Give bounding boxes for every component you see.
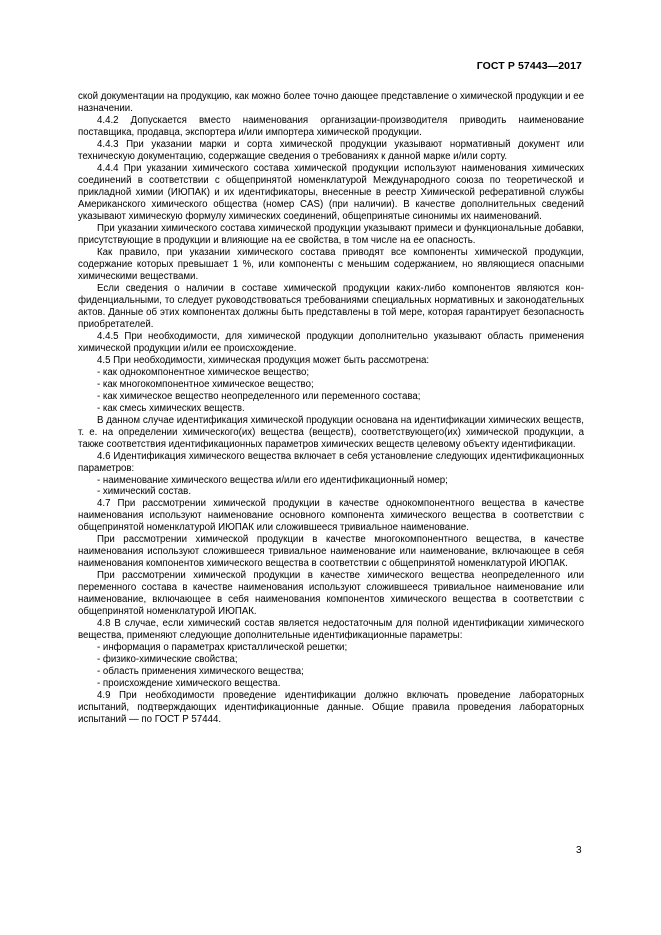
paragraph-components: Как правило, при указании химического состава приводят все компоненты химической продукции, содержание которых превышает 1 %, или компоненты с меньшим содержанием, но являющиеся опасными химическими веществами.: [78, 246, 584, 282]
paragraph-4-4-5: 4.4.5 При необходимости, для химической продукции дополнительно указывают область применения химической продукции и/или ее происхождение.: [78, 330, 584, 354]
paragraph-4-5: 4.5 При необходимости, химическая продукция может быть рассмотрена:: [97, 354, 430, 366]
paragraph-confidential: Если сведения о наличии в составе химической продукции каких-либо компонентов являются конфиденциальными, то следует руководствоваться требованиями специальных нормативных и законодательных актов. Данные об этих компонентах должны быть представлены в той мере, которая гарантирует безопасность приобретателей.: [78, 282, 584, 330]
list-item: - область применения химического вещества;: [97, 666, 304, 678]
paragraph-4-7: 4.7 При рассмотрении химической продукции в качестве однокомпонентного вещества в качестве наименования используют наименование основного компонента химического вещества в соответствии с общепринятой номенклатурой ИЮПАК или сложившееся тривиальное наименование.: [78, 498, 584, 534]
paragraph-identification-basis: В данном случае идентификация химической продукции основана на идентификации химических веществ, т. е. на определении химического(их) вещества (веществ), соответствующего(их) химической продукции, а также соответствия идентификационных параметров химических веществ целевому объекту идентификации.: [78, 414, 584, 450]
paragraph-impurities: При указании химического состава химической продукции указывают примеси и функциональные добавки, присутствующие в продукции и влияющие на ее свойства, в том числе на ее опасность.: [78, 222, 584, 246]
paragraph-4-8: 4.8 В случае, если химический состав является недостаточным для полной идентификации химического вещества, применяют следующие дополнительные идентификационные параметры:: [78, 618, 584, 642]
paragraph-4-4-2: 4.4.2 Допускается вместо наименования организации-производителя приводить наименование поставщика, продавца, экспортера и/или импортера химической продукции.: [78, 114, 584, 138]
paragraph-4-6: 4.6 Идентификация химического вещества включает в себя установление следующих идентификационных параметров:: [78, 450, 584, 474]
paragraph-multicomponent: При рассмотрении химической продукции в качестве многокомпонентного вещества, в качестве наименования используют сложившееся тривиальное наименование или наименование, включающее в себя наименования компонентов химического вещества в соответствии с общепринятой номенклатурой ИЮПАК.: [78, 534, 584, 570]
list-item: - информация о параметрах кристаллической решетки;: [97, 642, 348, 654]
page-number: 3: [576, 845, 582, 856]
list-item: - как многокомпонентное химическое вещество;: [97, 378, 314, 390]
list-item: - физико-химические свойства;: [97, 654, 238, 666]
list-item: - как химическое вещество неопределенного или переменного состава;: [97, 390, 421, 402]
paragraph-uvcb: При рассмотрении химической продукции в качестве химического вещества неопределенного или переменного состава в качестве наименования используют сложившееся тривиальное наименование или наименование, включающее в себя наименования компонентов химического вещества в соответствии с общепринятой номенклатурой ИЮПАК.: [78, 570, 584, 618]
standard-id-header: ГОСТ Р 57443—2017: [476, 60, 582, 72]
list-item: - химический состав.: [97, 486, 192, 498]
paragraph-4-4-3: 4.4.3 При указании марки и сорта химической продукции указывают нормативный документ или техническую документацию, содержащие сведения о требованиях к данной марке и/или сорту.: [78, 138, 584, 162]
paragraph-4-9: 4.9 При необходимости проведение идентификации должно включать проведение лабораторных испытаний, подтверждающих идентификационные данные. Общие правила проведения лабораторных испытаний — по ГОСТ Р 57444.: [78, 690, 584, 726]
document-body: [78, 91, 584, 726]
list-item: - наименование химического вещества и/или его идентификационный номер;: [97, 474, 448, 486]
list-item: - происхождение химического вещества.: [97, 678, 281, 690]
list-item: - как смесь химических веществ.: [97, 402, 245, 414]
list-item: - как однокомпонентное химическое вещество;: [97, 366, 310, 378]
paragraph-4-4-4: 4.4.4 При указании химического состава химической продукции используют наименования химических соединений в соответствии с общепринятой номенклатурой Международного союза по теоретической и прикладной химии (ИЮПАК) и их идентификаторы, внесенные в реестр Химической реферативной службы Американского химического общества (номер CAS) (при наличии). В качестве дополнительных сведений указывают химическую формулу химических соединений, общепринятые синонимы их наименований.: [78, 162, 584, 222]
paragraph-continuation: ской документации на продукцию, как можно более точно дающее представление о химической продукции и ее назначении.: [78, 91, 584, 114]
